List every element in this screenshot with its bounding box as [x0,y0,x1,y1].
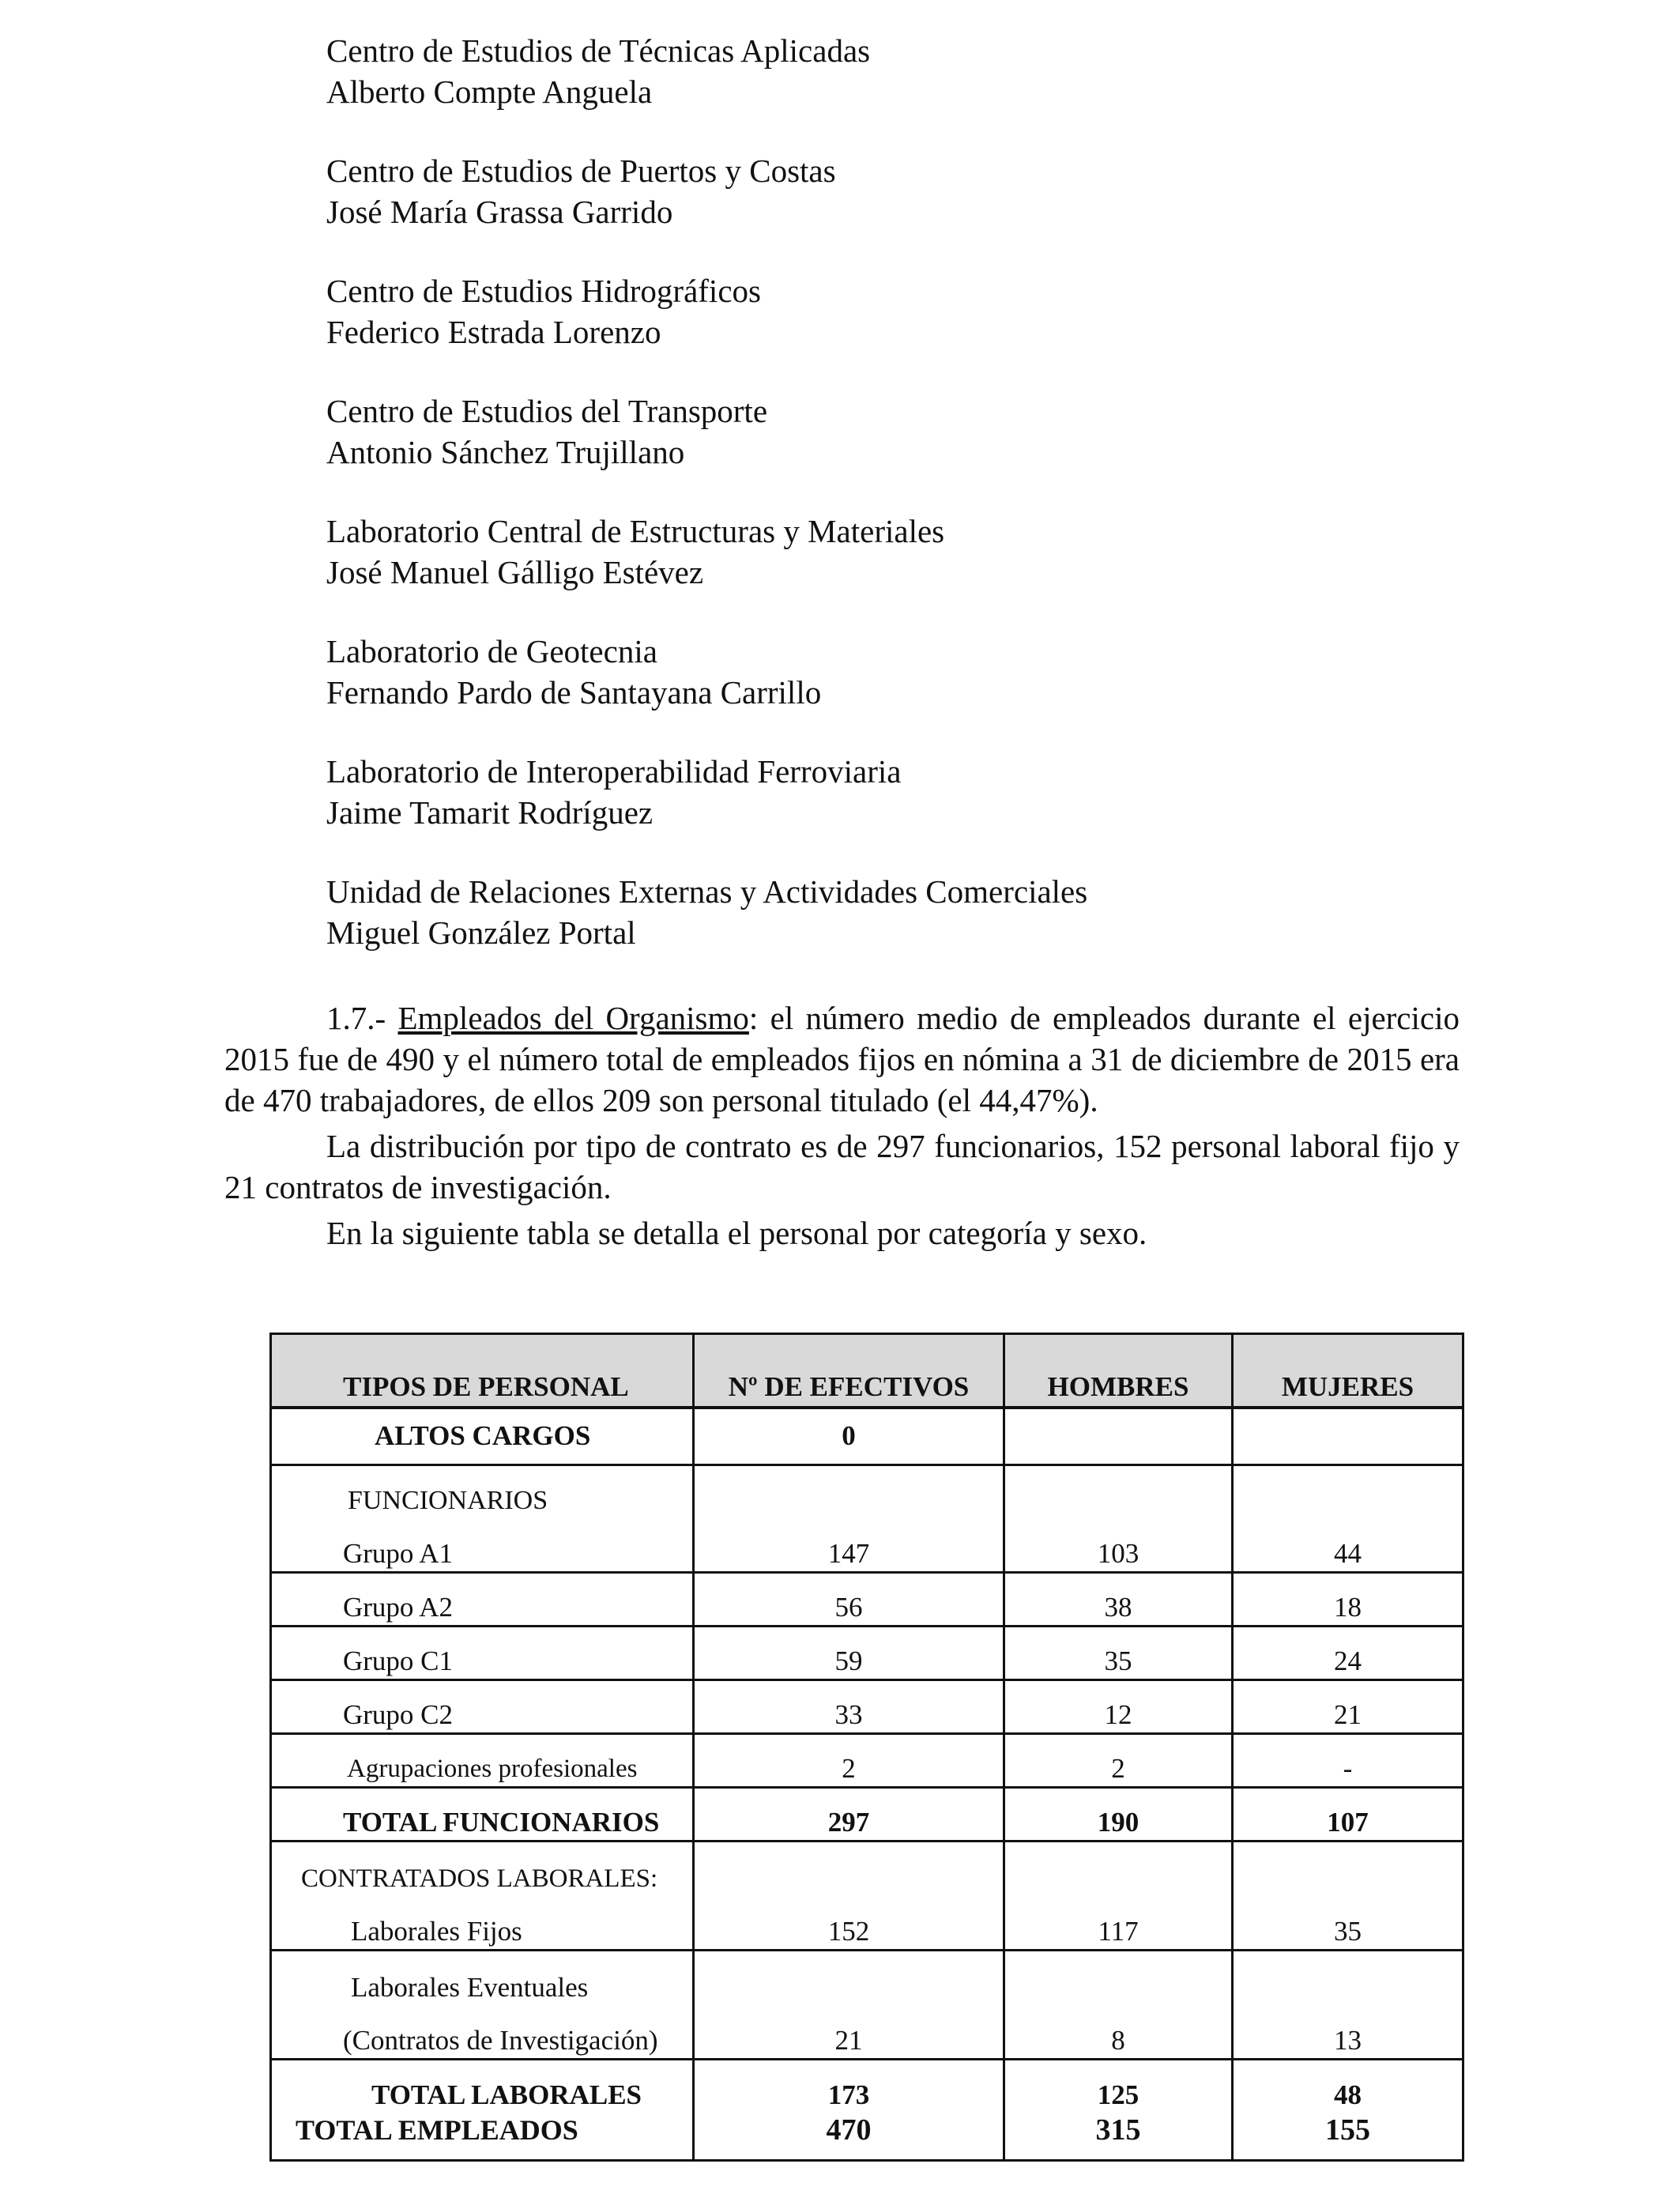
employees-section [224,997,1460,1253]
center-name: Centro de Estudios del Transporte [326,393,768,429]
laborales-eventuales-label: Laborales Eventuales [271,1950,694,2005]
table-row [271,2113,1463,2160]
director-name: Jaime Tamarit Rodríguez [326,794,654,831]
altos-cargos-label: ALTOS CARGOS [271,1408,694,1465]
grupo-hombres: 12 [1004,1679,1233,1733]
table-row [271,2059,1463,2113]
grupo-efectivos: 56 [694,1572,1004,1626]
grupo-hombres: 103 [1004,1518,1233,1572]
grupo-mujeres: 44 [1233,1518,1463,1572]
laborales-label: CONTRATADOS LABORALES: [271,1841,694,1896]
contratos-investigacion-label: (Contratos de Investigación) [271,2005,694,2059]
director-entry [326,751,1512,833]
header-hombres: HOMBRES [1004,1334,1233,1408]
total-funcionarios-efectivos: 297 [694,1787,1004,1841]
altos-cargos-efectivos: 0 [694,1408,1004,1465]
table-row [271,2005,1463,2059]
contratos-investigacion-mujeres: 13 [1233,2005,1463,2059]
director-name: Fernando Pardo de Santayana Carrillo [326,674,822,711]
directors-list [326,30,1512,991]
director-entry [326,390,1512,473]
funcionarios-label: FUNCIONARIOS [271,1465,694,1518]
center-name: Laboratorio de Interoperabilidad Ferroviaria [326,753,902,790]
table-row [271,1679,1463,1733]
contract-distribution-paragraph: La distribución por tipo de contrato es de 297 funcionarios, 152 personal laboral fijo y 21 contratos de investigación. [224,1128,1460,1205]
laborales-fijos-efectivos: 152 [694,1896,1004,1950]
table-row [271,1896,1463,1950]
section-number: 1.7.- [326,1000,398,1036]
laborales-fijos-hombres: 117 [1004,1896,1233,1950]
total-laborales-label: TOTAL LABORALES [271,2059,694,2113]
director-name: José Manuel Gálligo Estévez [326,554,704,590]
header-efectivos: Nº DE EFECTIVOS [694,1334,1004,1408]
director-name: Alberto Compte Anguela [326,74,653,110]
table-row [271,1518,1463,1572]
table-intro-paragraph: En la siguiente tabla se detalla el personal por categoría y sexo. [326,1215,1147,1251]
personnel-table [269,1333,1462,2166]
table-header-row [271,1334,1463,1408]
grupo-hombres: 35 [1004,1626,1233,1679]
table-row [271,1841,1463,1896]
director-name: Antonio Sánchez Trujillano [326,434,685,470]
grupo-hombres: 38 [1004,1572,1233,1626]
director-entry [326,631,1512,713]
grupo-mujeres: 24 [1233,1626,1463,1679]
contratos-investigacion-efectivos: 21 [694,2005,1004,2059]
table-row [271,1787,1463,1841]
director-name: José María Grassa Garrido [326,194,673,230]
laborales-fijos-label: Laborales Fijos [271,1896,694,1950]
total-funcionarios-hombres: 190 [1004,1787,1233,1841]
table-row [271,1408,1463,1465]
grupo-label: Grupo A2 [271,1572,694,1626]
grupo-efectivos: 33 [694,1679,1004,1733]
grupo-mujeres: - [1233,1733,1463,1787]
section-heading: Empleados del Organismo [397,1000,749,1036]
director-name: Federico Estrada Lorenzo [326,314,661,350]
total-laborales-hombres: 125 [1004,2059,1233,2113]
total-laborales-efectivos: 173 [694,2059,1004,2113]
center-name: Centro de Estudios de Técnicas Aplicadas [326,32,871,69]
total-empleados-label: TOTAL EMPLEADOS [271,2113,694,2160]
grupo-label: Grupo A1 [271,1518,694,1572]
total-funcionarios-mujeres: 107 [1233,1787,1463,1841]
grupo-label: Grupo C1 [271,1626,694,1679]
grupo-mujeres: 18 [1233,1572,1463,1626]
total-empleados-hombres: 315 [1004,2113,1233,2160]
director-entry [326,30,1512,112]
employees-paragraph [224,997,1460,1121]
table-row [271,1626,1463,1679]
director-entry [326,871,1512,953]
grupo-efectivos: 2 [694,1733,1004,1787]
header-mujeres: MUJERES [1233,1334,1463,1408]
center-name: Centro de Estudios de Puertos y Costas [326,153,836,189]
table-row [271,1465,1463,1518]
grupo-efectivos: 59 [694,1626,1004,1679]
table-row [271,1572,1463,1626]
grupo-efectivos: 147 [694,1518,1004,1572]
grupo-label: Grupo C2 [271,1679,694,1733]
header-tipos: TIPOS DE PERSONAL [271,1334,694,1408]
laborales-fijos-mujeres: 35 [1233,1896,1463,1950]
paragraph-text: : el número medio de empleados durante el ejercicio 2015 fue de 490 y el número total de empleados fijos en nómina a 31 de diciembre de 2015 era de 470 trabajadores, de ellos 209 son personal titulado (el 44,47%). [224,1000,1460,1118]
total-laborales-mujeres: 48 [1233,2059,1463,2113]
center-name: Laboratorio Central de Estructuras y Materiales [326,513,945,549]
total-empleados-efectivos: 470 [694,2113,1004,2160]
director-name: Miguel González Portal [326,914,636,951]
director-entry [326,511,1512,593]
table-row [271,1733,1463,1787]
grupo-label: Agrupaciones profesionales [271,1733,694,1787]
table-row [271,1950,1463,2005]
director-entry [326,270,1512,352]
contratos-investigacion-hombres: 8 [1004,2005,1233,2059]
center-name: Unidad de Relaciones Externas y Actividades Comerciales [326,873,1088,910]
grupo-hombres: 2 [1004,1733,1233,1787]
director-entry [326,150,1512,232]
grupo-mujeres: 21 [1233,1679,1463,1733]
total-empleados-mujeres: 155 [1233,2113,1463,2160]
center-name: Laboratorio de Geotecnia [326,633,657,669]
center-name: Centro de Estudios Hidrográficos [326,273,761,309]
total-funcionarios-label: TOTAL FUNCIONARIOS [271,1787,694,1841]
